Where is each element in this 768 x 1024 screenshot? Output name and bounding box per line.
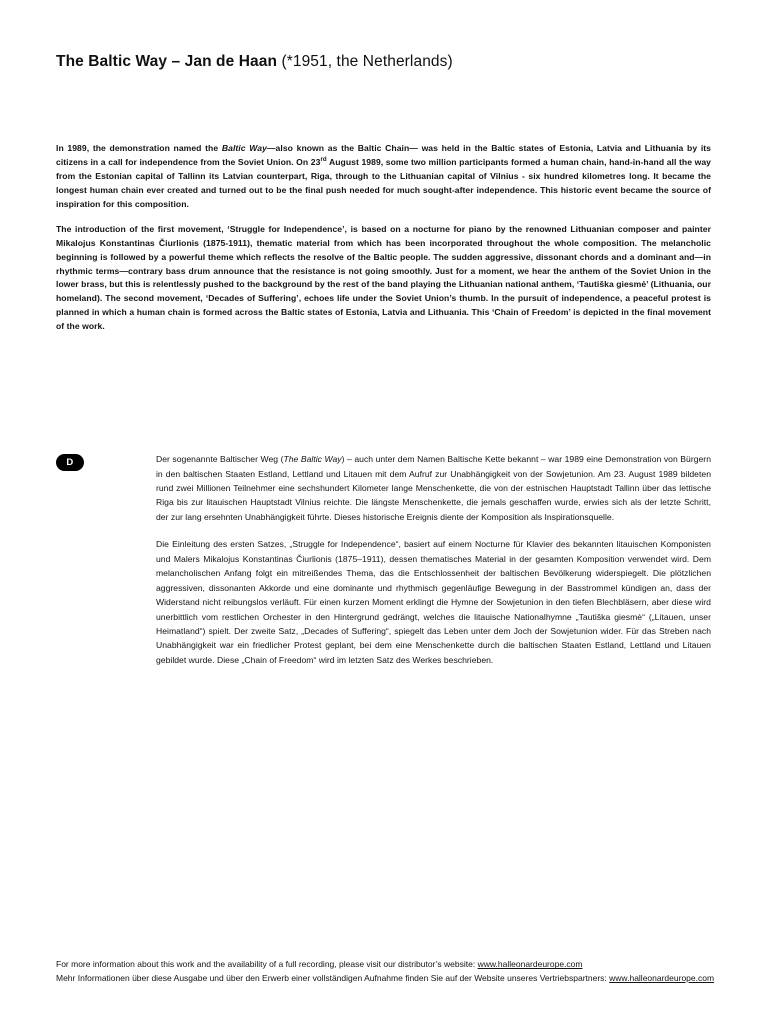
german-body [156,452,711,667]
footer [56,958,724,986]
german-paragraph-1: Der sogenannte Baltischer Weg (The Baltic Way) – auch unter dem Namen Baltische Kette bekannt – war 1989 eine Demonstration von Bürgern in den baltischen Staaten Estland, Lettland und Litauen mit dem Aufruf zur Unabhängigkeit von der Sowjetunion. Am 23. August 1989 bildeten rund zwei Millionen Teilnehmer eine sechshundert Kilometer lange Menschenkette, die von der estnischen Hauptstadt Tallinn über das lettische Riga bis zur litauischen Hauptstadt Vilnius reichte. Die längste Menschenkette, die jemals geschaffen wurde, erwies sich als der letzte Schritt, der zur lang ersehnten Unabhängigkeit führte. Dieses historische Ereignis diente der Komposition als Inspirationsquelle. [156,454,711,522]
distributor-link-en[interactable]: www.halleonardeurope.com [477,959,583,970]
footer-text-de: Mehr Informationen über diese Ausgabe und über den Erwerb einer vollständigen Aufnahme finden Sie auf der Website unseres Vertriebspartners: [56,973,610,984]
german-paragraph-2: Die Einleitung des ersten Satzes, „Struggle for Independence“, basiert auf einem Nocturne für Klavier des bekannten litauischen Komponisten und Malers Mikalojus Konstantinas Čiurlionis (1875–1911), dessen thematisches Material in der gesamten Komposition verwendet wird. Dem melancholischen Anfang folgt ein mitreißendes Thema, das die Entschlossenheit der baltischen Bevölkerung widerspiegelt. Die plötzlichen aggressiven, dissonanten Akkorde und eine dominante und rhythmisch gegenläufige Bewegung in der Basstrommel kündigen an, dass der Widerstand nicht reibungslos verläuft. Für einen kurzen Moment erklingt die Hymne der Sowjetunion in den tiefen Blechbläsern, aber diese wird unerbittlich vom restlichen Orchester in den Hintergrund gedrängt, welches die litauische Nationalhymne „Tautiška giesmė“ („Litauen, unser Heimatland“) spielt. Der zweite Satz, „Decades of Suffering“, spiegelt das Leben unter dem Joch der Sowjetunion wider. Für das Streben nach Unabhängigkeit war ein friedlicher Protest geplant, bei dem eine Menschenkette durch die baltischen Staaten Estland, Lettland und Litauen gebildet wurde. Diese „Chain of Freedom“ wird im letzten Satz des Werkes beschrieben. [156,539,711,665]
english-paragraph-1: In 1989, the demonstration named the Baltic Way—also known as the Baltic Chain— was held in the Baltic states of Estonia, Latvia and Lithuania by its citizens in a call for independence from the Soviet Union. On 23rd August 1989, some two million participants formed a human chain, hand-in-hand all the way from the Estonian capital of Tallinn its Latvian counterpart, Riga, through to the Lithuanian capital of Vilnius - six hundred kilometres long. It became the longest human chain ever created and turned out to be the final push needed for much sought-after independence. This historic event became the source of inspiration for this composition. [56,143,712,209]
page-title [56,52,712,72]
distributor-link-de[interactable]: www.halleonardeurope.com [609,973,715,984]
title-composer: Jan de Haan [184,53,278,70]
footer-text-en: For more information about this work and the availability of a full recording, please visit our distributor’s website: [56,959,478,970]
language-badge-de: D [56,454,84,471]
title-dash: – [167,53,185,70]
english-paragraph-2: The introduction of the first movement, ‘Struggle for Independence’, is based on a nocturne for piano by the renowned Lithuanian composer and painter Mikalojus Konstantinas Čiurlionis (1875-1911), thematic material from which has been incorporated throughout the whole composition. The melancholic beginning is followed by a powerful theme which reflects the resolve of the Baltic people. The sudden aggressive, dissonant chords and a dominant and—in rhythmic terms—contrary bass drum announce that the resistance is not going smoothly. Just for a moment, we hear the anthem of the Soviet Union in the lower brass, but this is relentlessly pushed to the background by the rest of the band playing the Lithuanian national anthem, ‘Tautiška giesmė’ (Lithuania, our homeland). The second movement, ‘Decades of Suffering’, echoes life under the Soviet Union’s thumb. In the pursuit of independence, a peaceful protest is planned in which a human chain is formed across the Baltic states of Estonia, Latvia and Lithuania. This ‘Chain of Freedom’ is depicted in the final movement of the work. [56,223,711,332]
footer-line-en [56,958,724,972]
german-description [56,452,711,667]
english-description [56,142,711,334]
title-work: The Baltic Way [56,53,168,70]
title-meta: (*1951, the Netherlands) [281,53,453,70]
footer-line-de [56,972,724,986]
